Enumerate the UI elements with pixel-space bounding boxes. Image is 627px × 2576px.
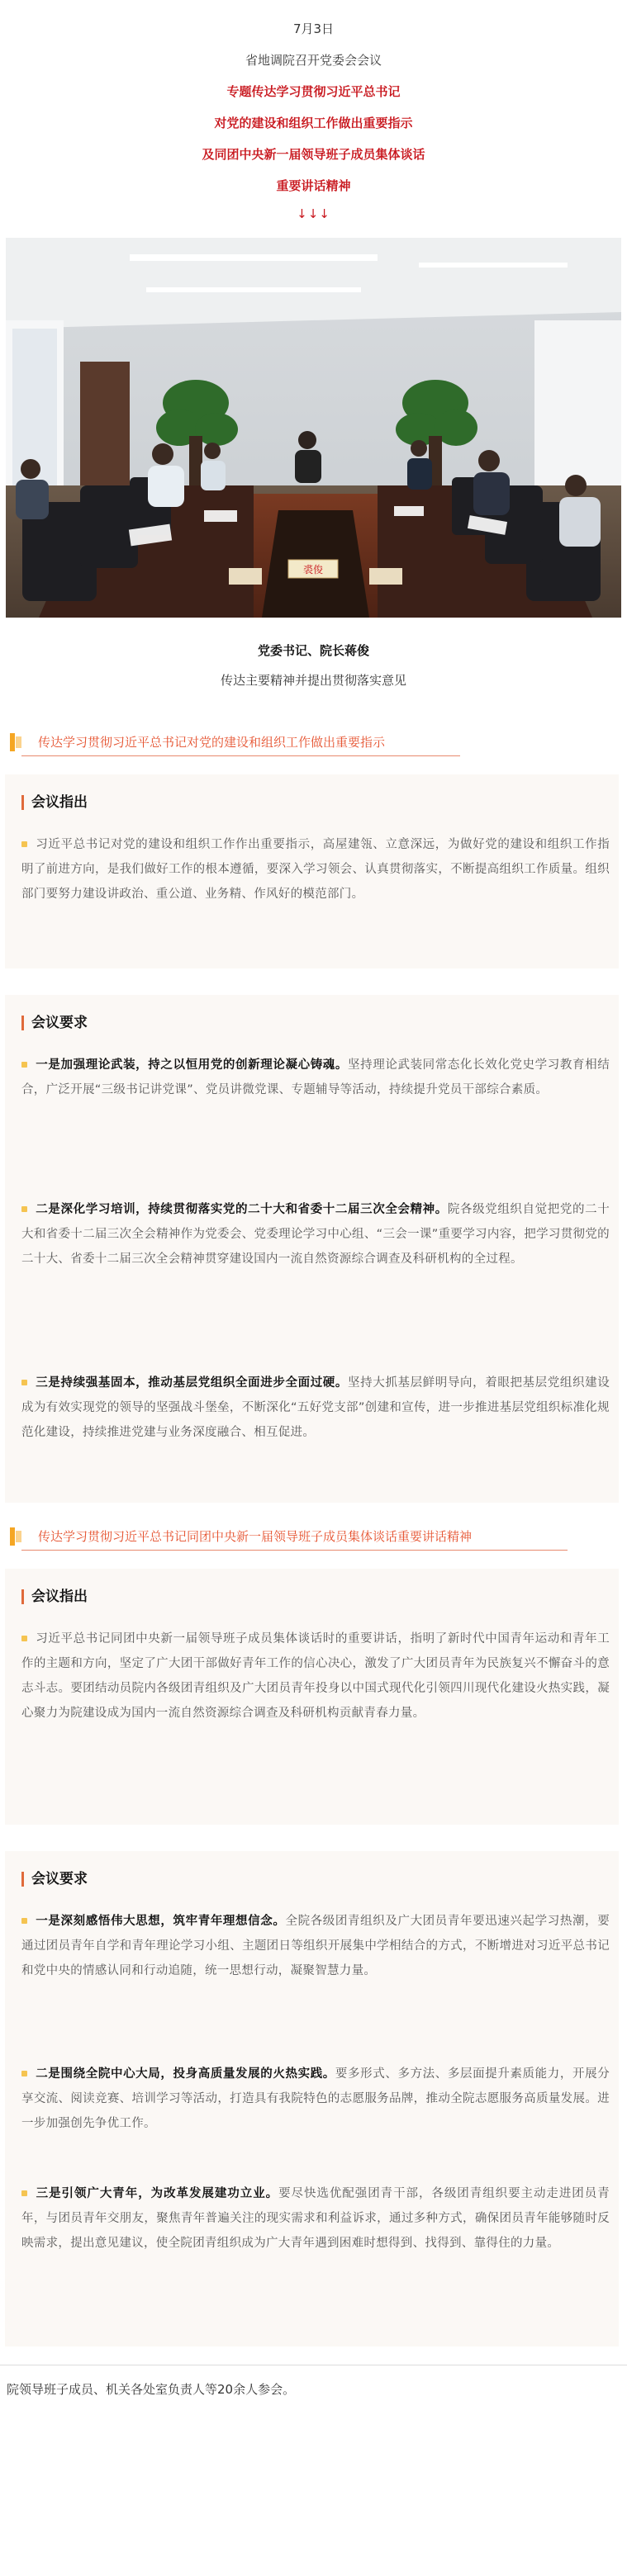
heading-accent-bar <box>10 733 15 751</box>
section-heading-2-text: 传达学习贯彻习近平总书记同团中央新一届领导班子成员集体谈话重要讲话精神 <box>38 1529 473 1544</box>
requirement-item: 二是深化学习培训，持续贯彻落实党的二十大和省委十二届三次全会精神。院各级党组织自觉把党的二十大和省委十二届三次全会精神作为党委会、党委理论学习中心组、“三会一课”重要学习内容，把学习贯彻党的二十大、省委十二届三次全会精神贯穿建设国内一流自然资源综合调查及科研机构的全过程。 <box>21 1203 610 1266</box>
card-meeting-requirements-1 <box>5 995 619 1503</box>
bullet-icon <box>21 2071 27 2076</box>
heading-underline <box>21 1550 568 1551</box>
photo-nameplate: 裘俊 <box>302 564 324 575</box>
meeting-date: 7月3日 <box>292 21 335 36</box>
card-meeting-points-2 <box>5 1569 619 1825</box>
meeting-photo <box>6 238 621 618</box>
card-title: 会议指出 <box>21 1587 88 1607</box>
caption-description: 传达主要精神并提出贯彻落实意见 <box>220 673 406 688</box>
card-meeting-points-1 <box>5 774 619 968</box>
bullet-icon <box>21 1062 27 1068</box>
card-title: 会议指出 <box>21 793 88 812</box>
heading-accent-bar-light <box>16 736 21 748</box>
bullet-icon <box>21 1380 27 1385</box>
bullet-icon <box>21 841 27 847</box>
bullet-icon <box>21 1636 27 1641</box>
caption-speaker: 党委书记、院长蒋俊 <box>257 643 369 658</box>
meeting-topic-line-3: 及同团中央新一届领导班子成员集体谈话 <box>202 147 425 162</box>
down-arrows-icon: ↓↓↓ <box>297 206 330 221</box>
meeting-lead: 省地调院召开党委会会议 <box>245 53 382 68</box>
section-heading-1 <box>10 730 460 756</box>
card-title: 会议要求 <box>21 1869 88 1889</box>
heading-underline <box>21 755 460 756</box>
requirement-item: 三是持续强基固本，推动基层党组织全面进步全面过硬。坚持大抓基层鲜明导向，着眼把基层党组织建设成为有效实现党的领导的坚强战斗堡垒，不断深化“五好党支部”创建和宣传，进一步推进基层党组织标准化规范化建设，持续推进党建与业务深度融合、相互促进。 <box>21 1376 610 1439</box>
meeting-topic-line-1: 专题传达学习贯彻习近平总书记 <box>226 84 401 99</box>
heading-accent-bar-light <box>16 1531 21 1542</box>
meeting-topic-line-2: 对党的建设和组织工作做出重要指示 <box>214 116 413 130</box>
card-paragraph: 习近平总书记对党的建设和组织工作作出重要指示，高屋建瓴、立意深远，为做好党的建设和组织工作指明了前进方向，是我们做好工作的根本遵循，要深入学习领会、认真贯彻落实，不断提高组织工作质量。组织部门要努力建设讲政治、重公道、业务精、作风好的模范部门。 <box>21 838 610 901</box>
requirement-item: 一是深刻感悟伟大思想，筑牢青年理想信念。全院各级团青组织及广大团员青年要迅速兴起学习热潮，要通过团员青年自学和青年理论学习小组、主题团日等组织开展集中学相结合的方式，不断增进对习近平总书记和党中央的情感认同和行动追随，统一思想行动，凝聚智慧力量。 <box>21 1915 610 1977</box>
closing-note: 院领导班子成员、机关各处室负责人等20余人参会。 <box>7 2382 296 2397</box>
requirement-item: 二是围绕全院中心大局，投身高质量发展的火热实践。要多形式、多方法、多层面提升素质能力，开展分享交流、阅读竞赛、培训学习等活动，打造具有我院特色的志愿服务品牌，推动全院志愿服务高质量发展。进一步加强创先争优工作。 <box>21 2067 610 2130</box>
section-heading-2 <box>10 1524 568 1551</box>
requirement-item: 三是引领广大青年，为改革发展建功立业。要尽快选优配强团青干部，各级团青组织要主动走进团员青年，与团员青年交朋友，聚焦青年普遍关注的现实需求和利益诉求，通过多种方式，确保团员青年能够随时反映需求，提出意见建议，使全院团青组织成为广大青年遇到困难时想得到、找得到、靠得住的力量。 <box>21 2187 610 2250</box>
article-footer <box>0 2346 627 2421</box>
card-paragraph: 习近平总书记同团中央新一届领导班子成员集体谈话时的重要讲话，指明了新时代中国青年运动和青年工作的主题和方向，坚定了广大团干部做好青年工作的信心决心，激发了广大团员青年为民族复兴不懈奋斗的意志斗志。要团结动员院内各级团青组织及广大团员青年投身以中国式现代化引领四川现代化建设火热实践，凝心聚力为院建设成为国内一流自然资源综合调查及科研机构贡献青春力量。 <box>21 1632 610 1720</box>
requirement-item: 一是加强理论武装，持之以恒用党的创新理论凝心铸魂。坚持理论武装同常态化长效化党史学习教育相结合，广泛开展“三级书记讲党课”、党员讲微党课、专题辅导等活动，持续提升党员干部综合素质。 <box>21 1058 610 1096</box>
section-heading-1-text: 传达学习贯彻习近平总书记对党的建设和组织工作做出重要指示 <box>38 735 386 750</box>
bullet-icon <box>21 2190 27 2196</box>
bullet-icon <box>21 1918 27 1924</box>
bullet-icon <box>21 1206 27 1212</box>
photo-caption <box>0 641 627 690</box>
card-meeting-requirements-2 <box>5 1851 619 2346</box>
meeting-topic-line-4: 重要讲话精神 <box>276 178 351 193</box>
heading-accent-bar <box>10 1527 15 1546</box>
article-intro <box>0 0 627 223</box>
card-title: 会议要求 <box>21 1013 88 1033</box>
